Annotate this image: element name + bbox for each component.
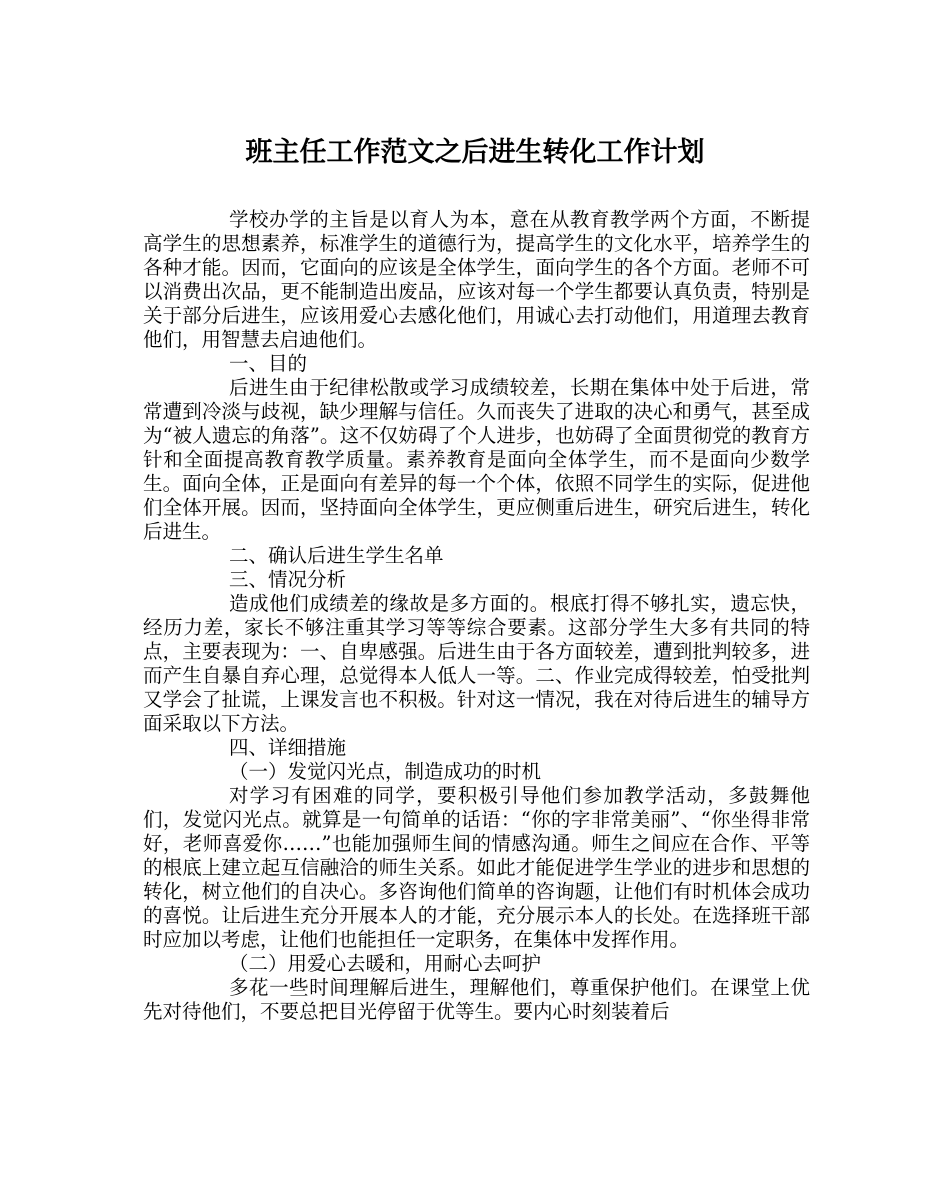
subheading-measure-2: （二）用爱心去暖和，用耐心去呵护 [229,952,542,975]
heading-situation-analysis: 三、情况分析 [229,568,347,591]
paragraph-measure-2: 多花一些时间理解后进生，理解他们，尊重保护他们。在课堂上优先对待他们，不要总把目光停留于优等生。要内心时刻装着后 [143,976,810,1023]
paragraph-measure-1: 对学习有困难的同学，要积极引导他们参加教学活动，多鼓舞他们，发觉闪光点。就算是一句简单的话语：“你的字非常美丽”、“你坐得非常好，老师喜爱你……”也能加强师生间的情感沟通。师生之间应在合作、平等的根底上建立起互信融洽的师生关系。如此才能促进学生学业的进步和思想的转化，树立他们的自决心。多咨询他们简单的咨询题，让他们有时机体会成功的喜悦。让后进生充分开展本人的才能，充分展示本人的长处。在选择班干部时应加以考虑，让他们也能担任一定职务，在集体中发挥作用。 [143,784,810,951]
document-body [143,208,810,1024]
document-title: 班主任工作范文之后进生转化工作计划 [245,137,705,168]
heading-purpose: 一、目的 [229,352,308,375]
paragraph-intro: 学校办学的主旨是以育人为本，意在从教育教学两个方面，不断提高学生的思想素养，标准学生的道德行为，提高学生的文化水平，培养学生的各种才能。因而，它面向的应该是全体学生，面向学生的各个方面。老师不可以消费出次品，更不能制造出废品，应该对每一个学生都要认真负责，特别是关于部分后进生，应该用爱心去感化他们，用诚心去打动他们，用道理去教育他们，用智慧去启迪他们。 [143,208,810,351]
paragraph-situation-analysis: 造成他们成绩差的缘故是多方面的。根底打得不够扎实，遗忘快，经历力差，家长不够注重其学习等等综合要素。这部分学生大多有共同的特点，主要表现为：一、自卑感强。后进生由于各方面较差，遭到批判较多，进而产生自暴自弃心理，总觉得本人低人一等。二、作业完成得较差，怕受批判又学会了扯谎，上课发言也不积极。针对这一情况，我在对待后进生的辅导方面采取以下方法。 [143,592,810,735]
heading-measures: 四、详细措施 [229,736,347,759]
paragraph-purpose: 后进生由于纪律松散或学习成绩较差，长期在集体中处于后进，常常遭到冷淡与歧视，缺少理解与信任。久而丧失了进取的决心和勇气，甚至成为“被人遗忘的角落”。这不仅妨碍了个人进步，也妨碍了全面贯彻党的教育方针和全面提高教育教学质量。素养教育是面向全体学生，而不是面向少数学生。面向全体，正是面向有差异的每一个个体，依照不同学生的实际，促进他们全体开展。因而，坚持面向全体学生，更应侧重后进生，研究后进生，转化后进生。 [143,376,810,543]
heading-student-list: 二、确认后进生学生名单 [229,544,444,567]
subheading-measure-1: （一）发觉闪光点，制造成功的时机 [229,760,542,783]
